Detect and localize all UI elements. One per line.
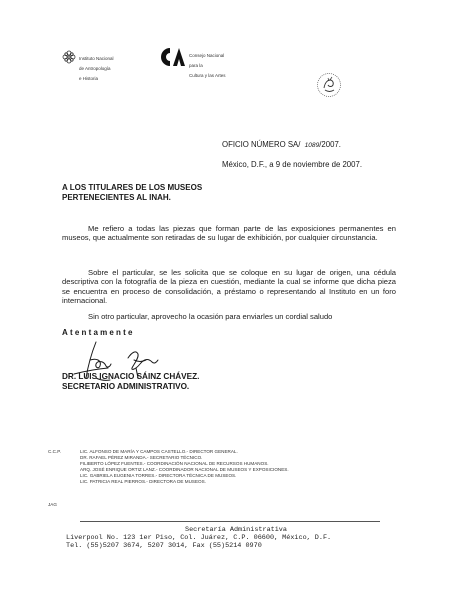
national-seal-icon xyxy=(316,72,342,98)
footer-divider xyxy=(80,521,380,522)
footer-office: Secretaría Administrativa xyxy=(185,526,287,534)
oficio-number: 1089 xyxy=(304,142,320,149)
recipient-line: PERTENECIENTES AL INAH. xyxy=(62,193,171,202)
footer-phone: Tel. (55)5207 3674, 5207 3014, Fax (55)5214 0970 xyxy=(66,542,262,551)
ccp-list xyxy=(80,449,289,486)
recipient-line: A LOS TITULARES DE LOS MUSEOS xyxy=(62,183,203,192)
signer-title: SECRETARIO ADMINISTRATIVO. xyxy=(62,382,190,391)
paragraph-3: Sin otro particular, aprovecho la ocasión para enviarles un cordial saludo xyxy=(88,312,333,321)
inah-name-line: de Antropología xyxy=(79,66,111,71)
footer-address: Liverpool No. 123 1er Piso, Col. Juárez, C.P. 06600, México, D.F. xyxy=(66,534,332,543)
conaculta-logo xyxy=(160,45,250,78)
oficio-year: /2007. xyxy=(319,140,341,149)
ccp-recipient: LIC. ALFONSO DE MARÍA Y CAMPOS CASTELLO.- DIRECTOR GENERAL. xyxy=(80,449,238,454)
inah-name-line: e Historia xyxy=(79,76,99,81)
paragraph-2: Sobre el particular, se les solicita que se coloque en su lugar de origen, una cédula descriptiva con la fotografía de la pieza en cuestión, mediante la cual se informe que dicha pieza se encuentra en proceso de consolidación, a préstamo o representando al Instituto en un foro internacional. xyxy=(62,268,396,305)
inah-name-line: Instituto Nacional xyxy=(79,56,114,61)
conaculta-emblem-icon xyxy=(160,47,186,67)
inah-emblem-icon xyxy=(62,50,76,64)
initials: JAG xyxy=(48,502,57,507)
oficio-label: OFICIO NÚMERO SA/ xyxy=(222,140,301,149)
oficio-number-line xyxy=(222,140,341,149)
conaculta-name-line: Cultura y las Artes xyxy=(189,73,226,78)
signer-name: DR. LUIS IGNACIO SÁINZ CHÁVEZ. xyxy=(62,372,200,381)
closing-text: Atentamente xyxy=(62,328,135,337)
paragraph-1: Me refiero a todas las piezas que forman parte de las exposiciones permanentes en museos, que actualmente son retiradas de su lugar de exhibición, por cualquier circunstancia. xyxy=(62,224,396,243)
footer-block xyxy=(66,526,406,551)
ccp-recipient: ARQ. JOSÉ ENRIQUE ORTIZ LANZ.- COORDINADOR NACIONAL DE MUSEOS Y EXPOSICIONES. xyxy=(80,467,289,473)
ccp-recipient: DR. RAFAEL PÉREZ MIRANDA.- SECRETARIO TÉCNICO. xyxy=(80,455,203,461)
conaculta-name-line: para la xyxy=(189,63,203,68)
ccp-recipient: FILIBERTO LÓPEZ FUENTES.- COORDINACIÓN NACIONAL DE RECURSOS HUMANOS. xyxy=(80,461,269,467)
conaculta-name-line: Consejo Nacional xyxy=(189,53,225,58)
recipient-block xyxy=(62,183,202,203)
ccp-recipient: LIC. PATRICIA REAL PIERROS.- DIRECTORA DE MUSEOS. xyxy=(80,479,206,485)
ccp-label: C.C.P. xyxy=(48,449,61,454)
ccp-recipient: LIC. GABRIELA EUGENIA TORRES.- DIRECTORA TÉCNICA DE MUSEOS. xyxy=(80,473,237,479)
place-date: México, D.F., a 9 de noviembre de 2007. xyxy=(222,160,362,169)
signer-block xyxy=(62,372,199,392)
inah-logo xyxy=(62,48,142,81)
